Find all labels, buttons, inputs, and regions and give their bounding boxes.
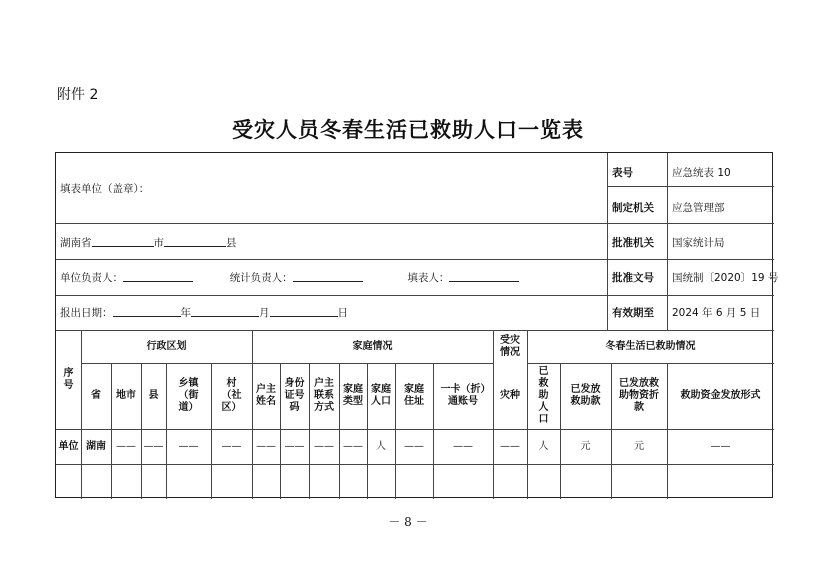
- unit-householder: ——: [256, 440, 276, 452]
- unit-payment-form: ——: [710, 440, 731, 452]
- unit-family-size: 人: [376, 440, 386, 452]
- unit-cash-aid: 元: [580, 440, 591, 452]
- stats-leader-label: 统计负责人：: [229, 272, 293, 284]
- report-date-line: [60, 305, 348, 320]
- col-address: 家庭住址: [404, 384, 424, 407]
- county-blank[interactable]: [164, 236, 226, 247]
- unit-leader-blank[interactable]: [123, 271, 193, 282]
- page-number: － 8 －: [388, 515, 428, 529]
- col-householder: 户主姓名: [256, 384, 276, 407]
- filler-label: 填表人：: [407, 272, 450, 284]
- group-admin-division: 行政区划: [146, 340, 187, 352]
- unit-village: ——: [221, 440, 242, 452]
- meta-label-issuer: 制定机关: [612, 202, 654, 214]
- city-suffix: 市: [153, 237, 164, 249]
- group-family-info: 家庭情况: [352, 340, 393, 352]
- unit-leader-label: 单位负责人：: [60, 272, 123, 284]
- year-blank[interactable]: [113, 306, 181, 317]
- col-id-number: 身份证号码: [284, 378, 305, 413]
- filler-blank[interactable]: [449, 271, 519, 282]
- col-material-aid: 已发放救助物资折款: [619, 378, 659, 413]
- year-label: 年: [180, 307, 191, 319]
- attachment-label: 附件 2: [57, 87, 99, 103]
- unit-town: ——: [178, 440, 199, 452]
- col-payment-form: 救助资金发放形式: [680, 390, 761, 401]
- col-town: 乡镇（街道）: [178, 378, 199, 413]
- unit-family-type: ——: [343, 440, 363, 452]
- col-county: 县: [148, 390, 159, 401]
- group-aid-info: 冬春生活已救助情况: [605, 340, 696, 352]
- fill-unit-label: 填表单位（盖章）：: [60, 183, 150, 195]
- unit-address: ——: [404, 440, 424, 452]
- meta-value-approver: 国家统计局: [672, 237, 725, 249]
- month-label: 月: [259, 307, 270, 319]
- city-blank[interactable]: [92, 236, 154, 247]
- meta-value-valid-until: 2024 年 6 月 5 日: [672, 307, 761, 319]
- col-aided-people: 已救助人口: [538, 366, 549, 425]
- report-date-label: 报出日期：: [60, 307, 113, 319]
- meta-label-valid-until: 有效期至: [612, 307, 654, 319]
- col-family-type: 家庭类型: [343, 384, 363, 407]
- stats-leader-blank[interactable]: [293, 271, 363, 282]
- province-label: 湖南省: [60, 237, 92, 249]
- meta-value-approval-no: 国统制〔2020〕19 号: [672, 272, 779, 284]
- col-village: 村（社区）: [221, 378, 242, 413]
- col-province: 省: [91, 390, 101, 401]
- col-cash-aid: 已发放救助款: [570, 384, 601, 407]
- meta-value-issuer: 应急管理部: [672, 202, 725, 214]
- col-serial: 序号: [63, 367, 74, 391]
- day-blank[interactable]: [270, 306, 338, 317]
- month-blank[interactable]: [191, 306, 259, 317]
- unit-county: ——: [143, 440, 164, 452]
- meta-label-form-no: 表号: [612, 167, 633, 179]
- meta-value-form-no: 应急统表 10: [672, 167, 731, 179]
- region-line: [60, 235, 237, 250]
- col-disaster-type: 灾种: [500, 390, 520, 401]
- responsible-line: [60, 270, 519, 285]
- page-title: 受灾人员冬春生活已救助人口一览表: [232, 117, 584, 142]
- unit-contact: ——: [314, 440, 334, 452]
- unit-aided-people: 人: [538, 440, 549, 452]
- day-label: 日: [337, 307, 348, 319]
- unit-account: ——: [453, 440, 473, 452]
- col-contact: 户主联系方式: [314, 378, 334, 413]
- unit-id-number: ——: [284, 440, 305, 452]
- meta-label-approver: 批准机关: [612, 237, 654, 249]
- unit-disaster-type: ——: [500, 440, 520, 452]
- meta-label-approval-no: 批准文号: [612, 272, 654, 284]
- col-family-size: 家庭人口: [371, 384, 391, 407]
- unit-material-aid: 元: [634, 440, 644, 452]
- unit-row-label: 单位: [58, 440, 79, 452]
- report-table: [55, 152, 779, 498]
- group-disaster-info: 受灾情况: [500, 334, 520, 358]
- unit-province: 湖南: [86, 440, 106, 452]
- unit-city: ——: [116, 440, 136, 452]
- col-city: 地市: [116, 390, 136, 401]
- county-suffix: 县: [226, 237, 237, 249]
- empty-data-row[interactable]: [56, 464, 774, 499]
- col-account: 一卡（折）通账号: [440, 384, 486, 407]
